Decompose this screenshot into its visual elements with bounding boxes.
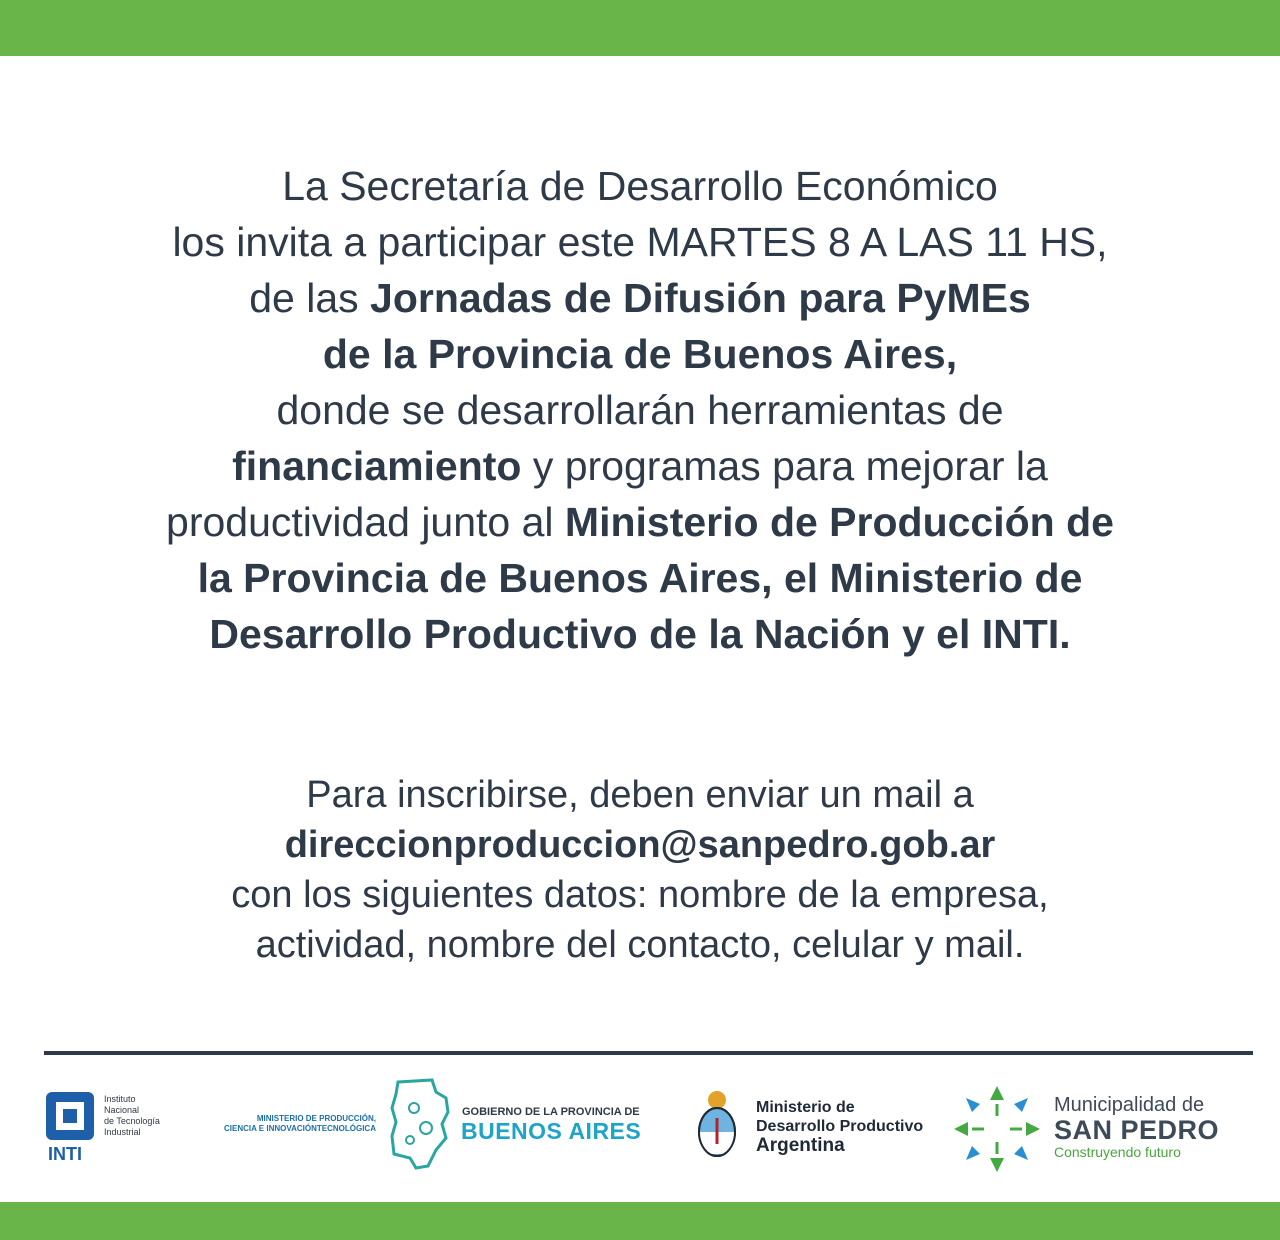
registration-text (40, 770, 1240, 970)
invite-line-7-bold: Ministerio de Producción de (564, 499, 1114, 545)
invite-line-2: los invita a participar este MARTES 8 A LAS 11 HS, (172, 219, 1108, 265)
register-line-1: Para inscribirse, deben enviar un mail a (306, 774, 974, 816)
arg-line-3: Argentina (756, 1135, 845, 1156)
register-line-4: actividad, nombre del contacto, celular y mail. (255, 924, 1025, 966)
arg-line-1: Ministerio de (756, 1099, 855, 1116)
invitation-text (40, 158, 1240, 662)
invite-line-6-post: y programas para mejorar la (521, 443, 1048, 489)
invite-line-3-pre: de las (249, 275, 371, 321)
top-green-bar (0, 0, 1280, 56)
buenos-aires-map-icon (388, 1078, 452, 1170)
inti-logo-text (104, 1094, 160, 1138)
mp-line-1: MINISTERIO DE PRODUCCIÓN, (256, 1114, 376, 1123)
ba-small-text: GOBIERNO DE LA PROVINCIA DE (462, 1106, 640, 1118)
san-pedro-tagline: Construyendo futuro (1054, 1144, 1181, 1160)
ba-big-text: BUENOS AIRES (461, 1118, 642, 1144)
bottom-green-bar (0, 1202, 1280, 1240)
inti-logo-icon (46, 1092, 94, 1140)
arg-line-2: Desarrollo Productivo (756, 1118, 924, 1135)
invite-line-8: la Provincia de Buenos Aires, el Ministerio de (197, 555, 1083, 601)
ministerio-produccion-logo (196, 1114, 376, 1134)
invite-line-4: de la Provincia de Buenos Aires, (322, 331, 958, 377)
invite-line-1: La Secretaría de Desarrollo Económico (282, 163, 998, 209)
registration-email[interactable]: direccionproduccion@sanpedro.gob.ar (284, 824, 996, 866)
argentina-shield-icon (694, 1088, 740, 1162)
invite-line-7-pre: productividad junto al (166, 499, 565, 545)
register-line-3: con los siguientes datos: nombre de la empresa, (231, 874, 1049, 916)
inti-line-1: Instituto (104, 1094, 136, 1104)
financiamiento-word: financiamiento (232, 443, 522, 489)
san-pedro-line-2: SAN PEDRO (1054, 1115, 1220, 1145)
inti-line-4: Industrial (104, 1127, 141, 1137)
invite-line-6 (40, 438, 1240, 494)
san-pedro-line-1: Municipalidad de (1054, 1094, 1205, 1116)
san-pedro-logo-icon (948, 1080, 1046, 1178)
event-name: Jornadas de Difusión para PyMEs (370, 275, 1031, 321)
inti-line-2: Nacional (104, 1105, 140, 1115)
invite-line-3 (40, 270, 1240, 326)
argentina-ministry-text (756, 1098, 923, 1155)
invite-line-5: donde se desarrollarán herramientas de (276, 387, 1004, 433)
inti-word: INTI (48, 1144, 82, 1164)
inti-line-3: de Tecnología (104, 1116, 160, 1126)
invite-line-7 (40, 494, 1240, 550)
logo-strip (0, 1070, 1280, 1180)
invite-line-9: Desarrollo Productivo de la Nación y el INTI. (209, 611, 1071, 657)
mp-line-2: CIENCIA E INNOVACIÓNTECNOLÓGICA (223, 1124, 376, 1133)
divider (44, 1051, 1253, 1055)
